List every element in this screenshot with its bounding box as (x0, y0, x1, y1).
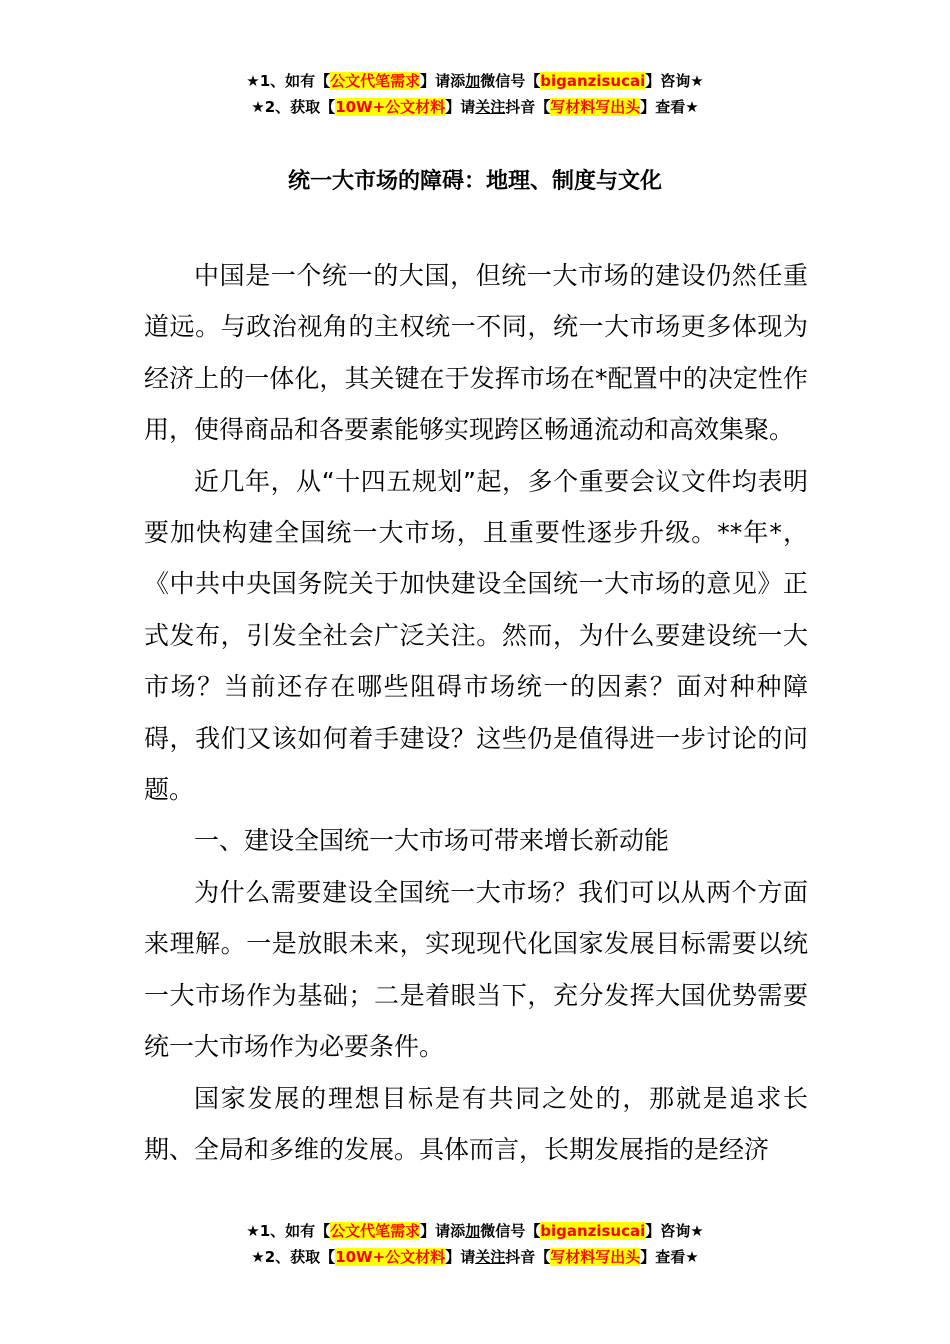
notice-text: 抖音【 (505, 98, 551, 116)
header-notice (0, 68, 950, 120)
notice-line-2 (0, 1244, 950, 1270)
notice-text: ★1、如有【 (246, 1222, 331, 1240)
footer-notice (0, 1218, 950, 1270)
notice-highlight: 公文代笔需求 (330, 72, 421, 90)
notice-text: 】查看★ (640, 1248, 699, 1266)
paragraph-goals: 国家发展的理想目标是有共同之处的，那就是追求长期、全局和多维的发展。具体而言，长期发展指的是经济 (144, 1083, 808, 1164)
douyin-account-highlight: 写材料写出头 (550, 98, 641, 116)
paragraph-background: 近几年，从“十四五规划”起，多个重要会议文件均表明要加快构建全国统一大市场，且重要性逐步升级。**年*，《中共中央国务院关于加快建设全国统一大市场的意见》正式发布，引发全社会广泛关注。然而，为什么要建设统一大市场？当前还存在哪些阻碍市场统一的因素？面对种种障碍，我们又该如何着手建设？这些仍是值得进一步讨论的问题。 (144, 466, 808, 805)
notice-text: ★2、获取【 (251, 1248, 336, 1266)
notice-underlined: 关注 (475, 1248, 506, 1266)
notice-text: ★1、如有【 (246, 72, 331, 90)
notice-line-2 (0, 94, 950, 120)
douyin-account-highlight: 写材料写出头 (550, 1248, 641, 1266)
notice-highlight: 公文代笔需求 (330, 1222, 421, 1240)
notice-line-1 (0, 68, 950, 94)
notice-text: 】请 (445, 98, 476, 116)
wechat-id-highlight: biganzisucai (540, 1222, 646, 1240)
notice-text: ★2、获取【 (251, 98, 336, 116)
paragraph-intro: 中国是一个统一的大国，但统一大市场的建设仍然任重道远。与政治视角的主权统一不同，统一大市场更多体现为经济上的一体化，其关键在于发挥市场在*配置中的决定性作用，使得商品和各要素能够实现跨区畅通流动和高效集聚。 (144, 261, 808, 445)
document-body (144, 250, 808, 1175)
wechat-id-highlight: biganzisucai (540, 72, 646, 90)
notice-text: 】请添 (420, 72, 466, 90)
notice-line-1 (0, 1218, 950, 1244)
document-title: 统一大市场的障碍：地理、制度与文化 (287, 169, 662, 194)
notice-text: 】请添 (420, 1222, 466, 1240)
notice-text: 】咨询★ (645, 72, 704, 90)
notice-text: 微信号【 (480, 1222, 541, 1240)
notice-text: 】请 (445, 1248, 476, 1266)
section-heading-1: 一、建设全国统一大市场可带来增长新动能 (194, 826, 670, 856)
notice-underlined: 加 (465, 1222, 481, 1240)
notice-highlight: 10W+公文材料 (335, 1248, 446, 1266)
notice-highlight: 10W+公文材料 (335, 98, 446, 116)
notice-text: 】查看★ (640, 98, 699, 116)
notice-text: 】咨询★ (645, 1222, 704, 1240)
notice-text: 微信号【 (480, 72, 541, 90)
notice-underlined: 关注 (475, 98, 506, 116)
notice-underlined: 加 (465, 72, 481, 90)
notice-text: 抖音【 (505, 1248, 551, 1266)
paragraph-why: 为什么需要建设全国统一大市场？我们可以从两个方面来理解。一是放眼未来，实现现代化国家发展目标需要以统一大市场作为基础；二是着眼当下，充分发挥大国优势需要统一大市场作为必要条件。 (144, 877, 808, 1062)
